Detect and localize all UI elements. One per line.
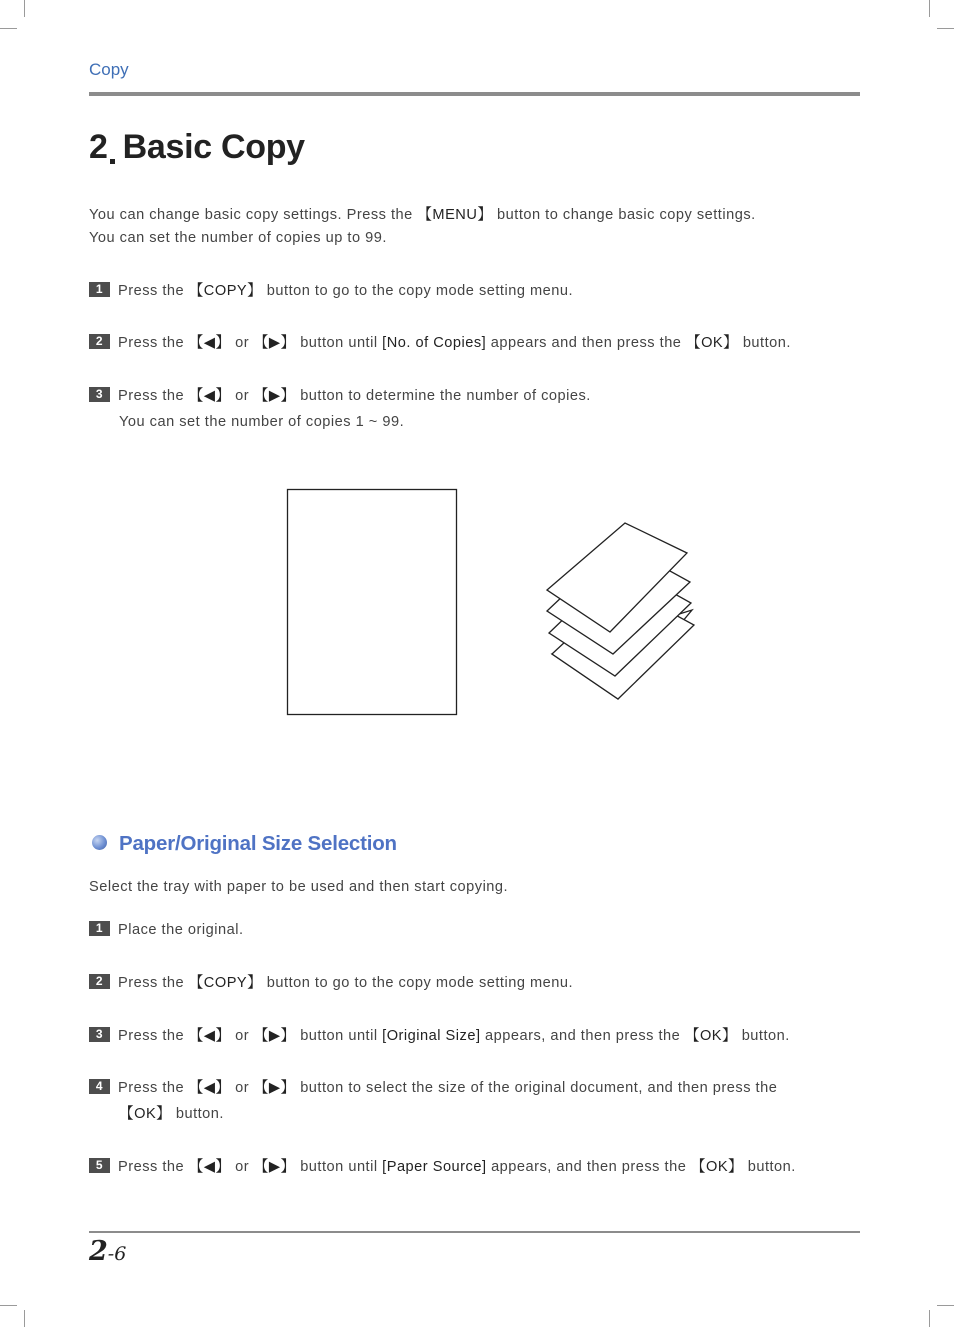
step-text: Press the xyxy=(118,388,189,404)
step-number-badge: 3 xyxy=(89,1027,110,1042)
step-text: appears, and then press the xyxy=(486,1159,691,1175)
step-size-5 xyxy=(89,1154,796,1180)
step-number-badge: 4 xyxy=(89,1079,110,1094)
step-size-2 xyxy=(89,970,573,996)
ok-key: 【OK】 xyxy=(119,1106,172,1122)
left-arrow-key: 【◀】 xyxy=(188,1080,231,1096)
left-arrow-key: 【◀】 xyxy=(188,1028,231,1044)
left-arrow-key: 【◀】 xyxy=(188,1159,231,1175)
ok-key: 【OK】 xyxy=(685,335,739,351)
step-text: button. xyxy=(743,1159,796,1175)
step-text: button to determine the number of copies. xyxy=(295,388,591,404)
step-text: button to go to the copy mode setting menu. xyxy=(262,975,574,991)
title-text: Basic Copy xyxy=(122,128,305,166)
left-arrow-key: 【◀】 xyxy=(188,335,231,351)
step-size-4 xyxy=(89,1075,777,1127)
step-number-badge: 1 xyxy=(89,921,110,936)
step-text: button to go to the copy mode setting menu. xyxy=(262,283,574,299)
step-text: button. xyxy=(171,1106,224,1122)
step-text: button. xyxy=(737,1028,790,1044)
page-number xyxy=(89,1236,126,1267)
right-arrow-key: 【▶】 xyxy=(253,1028,296,1044)
step-text: Press the xyxy=(118,975,189,991)
step-text: or xyxy=(230,388,254,404)
left-arrow-key: 【◀】 xyxy=(188,388,231,404)
intro-text: You can change basic copy settings. Press the xyxy=(89,207,418,223)
step-size-1 xyxy=(89,917,244,943)
right-arrow-key: 【▶】 xyxy=(253,335,296,351)
step-number-badge: 5 xyxy=(89,1158,110,1173)
step-number-badge: 2 xyxy=(89,334,110,349)
stacked-copies-icon xyxy=(547,523,694,699)
step-text: appears and then press the xyxy=(486,335,686,351)
ok-key: 【OK】 xyxy=(684,1028,738,1044)
right-arrow-key: 【▶】 xyxy=(253,1159,296,1175)
step-text: appears, and then press the xyxy=(480,1028,685,1044)
section-title-text: Paper/Original Size Selection xyxy=(119,832,397,855)
original-document-icon xyxy=(288,490,457,715)
copy-key: 【COPY】 xyxy=(188,975,263,991)
step-text: Press the xyxy=(118,1028,189,1044)
step-text: Place the original. xyxy=(118,922,244,938)
step-text: Press the xyxy=(118,1159,189,1175)
intro-text: button to change basic copy settings. xyxy=(492,207,756,223)
right-arrow-key: 【▶】 xyxy=(253,1080,296,1096)
step-size-3 xyxy=(89,1023,790,1049)
step-continuation xyxy=(89,1101,777,1127)
menu-option: [Original Size] xyxy=(382,1028,481,1044)
step-number-badge: 1 xyxy=(89,282,110,297)
header-section-label: Copy xyxy=(89,60,129,79)
menu-key: 【MENU】 xyxy=(417,207,493,223)
step-text: or xyxy=(230,1080,254,1096)
section-heading xyxy=(92,832,397,856)
step-text: Press the xyxy=(118,335,189,351)
copy-key: 【COPY】 xyxy=(188,283,263,299)
step-number-badge: 2 xyxy=(89,974,110,989)
step-text: button until xyxy=(295,1028,383,1044)
ok-key: 【OK】 xyxy=(690,1159,744,1175)
page-index: -6 xyxy=(107,1243,127,1265)
step-number-badge: 3 xyxy=(89,387,110,402)
step-text: button to select the size of the original document, and then press the xyxy=(295,1080,778,1096)
step-text: button until xyxy=(295,335,383,351)
step-text: Press the xyxy=(118,1080,189,1096)
step-text: button. xyxy=(738,335,791,351)
menu-option: [No. of Copies] xyxy=(382,335,487,351)
step-text: or xyxy=(230,1028,254,1044)
intro-line-2: You can set the number of copies up to 99. xyxy=(89,230,387,246)
step-text: or xyxy=(230,335,254,351)
section-intro: Select the tray with paper to be used and then start copying. xyxy=(89,879,509,895)
menu-option: [Paper Source] xyxy=(382,1159,487,1175)
step-note: You can set the number of copies 1 ~ 99. xyxy=(119,414,405,430)
footer-rule xyxy=(89,1231,860,1233)
step-text: or xyxy=(230,1159,254,1175)
step-text: button until xyxy=(295,1159,383,1175)
page-chapter: 2 xyxy=(89,1236,108,1267)
title-number: 2 xyxy=(89,128,108,166)
blue-sphere-bullet-icon xyxy=(92,835,107,850)
right-arrow-key: 【▶】 xyxy=(253,388,296,404)
step-text: Press the xyxy=(118,283,189,299)
